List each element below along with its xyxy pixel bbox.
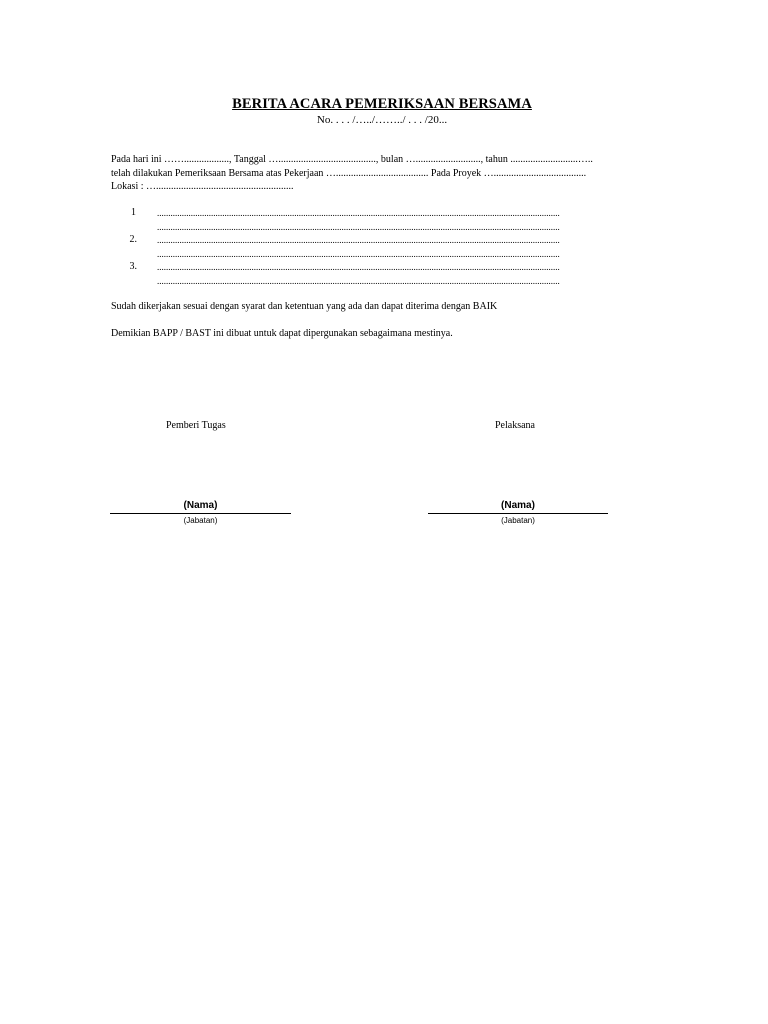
item-1-number: 1 <box>131 207 136 218</box>
intro-line-2: telah dilakukan Pemeriksaan Bersama atas Pekerjaan …..................................... Pada Proyek …..................................... <box>111 168 587 179</box>
item-3-line-1: ................................................................................................................................................................................... <box>157 262 560 272</box>
document-title: BERITA ACARA PEMERIKSAAN BERSAMA <box>232 96 532 112</box>
document-number: No. . . . /…../……../ . . . /20... <box>316 114 448 126</box>
intro-line-3: Lokasi : …....................................................... <box>111 181 294 192</box>
item-3-line-2: ................................................................................................................................................................................... <box>157 276 560 286</box>
signature-right-name: (Nama) <box>501 500 535 511</box>
item-2-number: 2. <box>129 234 137 245</box>
signature-left-line <box>110 513 291 514</box>
signature-right-line <box>428 513 608 514</box>
item-1-line-2: ................................................................................................................................................................................... <box>157 222 560 232</box>
signature-right-role: Pelaksana <box>495 420 535 431</box>
signature-left-name: (Nama) <box>183 500 218 511</box>
item-3-number: 3. <box>129 261 137 272</box>
intro-line-1: Pada hari ini …….................., Tanggal …......................................., bulan ….........................., tahun ...........................….. <box>111 154 593 165</box>
signature-left-position: (Jabatan) <box>183 516 218 525</box>
signature-right-position: (Jabatan) <box>501 516 535 525</box>
item-2-line-2: ................................................................................................................................................................................... <box>157 249 560 259</box>
item-1-line-1: ................................................................................................................................................................................... <box>157 208 560 218</box>
item-2-line-1: ................................................................................................................................................................................... <box>157 235 560 245</box>
closing-statement: Demikian BAPP / BAST ini dibuat untuk dapat dipergunakan sebagaimana mestinya. <box>111 328 453 339</box>
acceptance-statement: Sudah dikerjakan sesuai dengan syarat dan ketentuan yang ada dan dapat diterima dengan BAIK <box>111 301 498 312</box>
signature-left-role: Pemberi Tugas <box>166 420 226 431</box>
